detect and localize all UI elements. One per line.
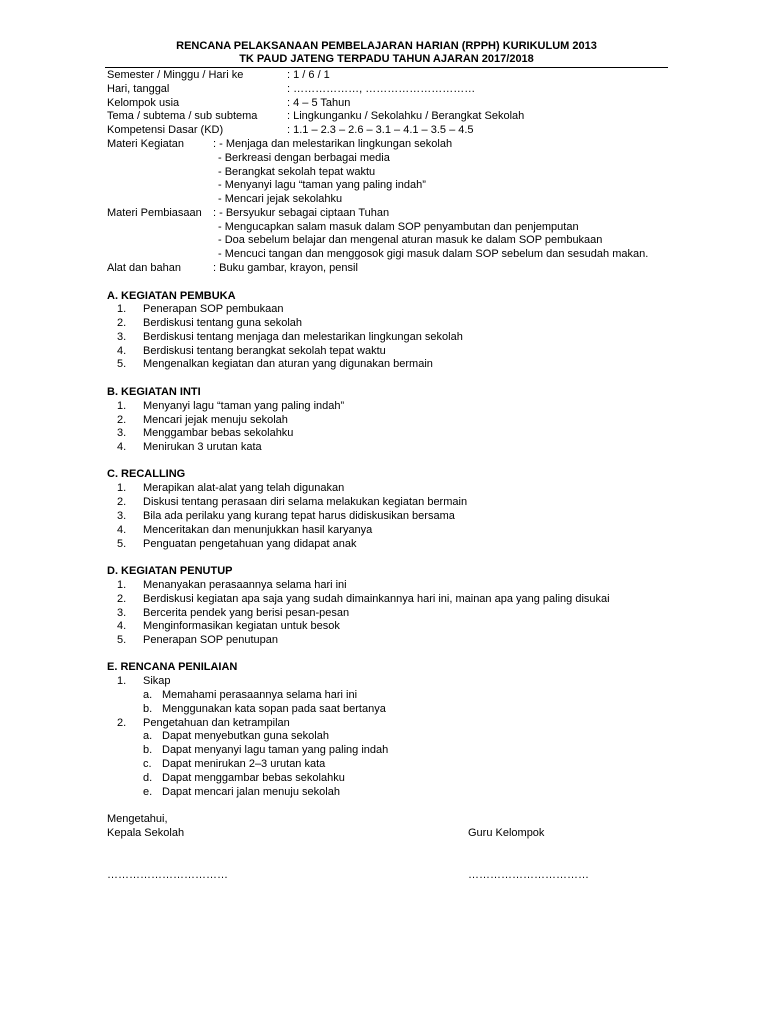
list-item [117,317,302,331]
materi-kegiatan-item: - Mencari jejak sekolahku [218,193,343,205]
list-number: 5. [117,538,127,550]
document-subtitle: TK PAUD JATENG TERPADU TAHUN AJARAN 2017/2018 [239,53,534,65]
guru-kelompok-label: Guru Kelompok [468,827,545,839]
sub-list-item [143,744,388,758]
materi-kegiatan-item: - Menyanyi lagu “taman yang paling indah” [218,179,426,191]
sub-list-item [143,703,386,717]
list-text: Mengenalkan kegiatan dan aturan yang digunakan bermain [143,358,433,370]
list-number: 4. [117,620,127,632]
section-heading: E. RENCANA PENILAIAN [107,661,238,673]
sub-list-letter: d. [143,772,153,784]
list-item [117,675,171,689]
sub-list-letter: b. [143,744,153,756]
kepala-sekolah-label: Kepala Sekolah [107,827,185,839]
list-text: Menanyakan perasaannya selama hari ini [143,579,347,591]
list-number: 2. [117,317,127,329]
list-item [117,538,356,552]
identity-label: Hari, tanggal [107,83,170,95]
materi-pembiasaan-item: : - Bersyukur sebagai ciptaan Tuhan [213,207,390,219]
list-number: 4. [117,441,127,453]
alat-bahan-value: : Buku gambar, krayon, pensil [213,262,358,274]
list-text: Penguatan pengetahuan yang didapat anak [143,538,357,550]
identity-value: : 1 / 6 / 1 [287,69,330,81]
materi-kegiatan-item: - Berkreasi dengan berbagai media [218,152,390,164]
list-text: Penerapan SOP penutupan [143,634,278,646]
signature-line-right: …………………………… [468,869,589,881]
identity-label: Kelompok usia [107,97,180,109]
list-text: Mencari jejak menuju sekolah [143,414,288,426]
list-item [117,331,463,345]
materi-kegiatan-item: - Berangkat sekolah tepat waktu [218,166,376,178]
alat-bahan-label: Alat dan bahan [107,262,182,274]
identity-label: Tema / subtema / sub subtema [107,110,258,122]
list-text: Merapikan alat-alat yang telah digunakan [143,482,345,494]
list-text: Berdiskusi kegiatan apa saja yang sudah dimainkannya hari ini, mainan apa yang paling disukai [143,593,610,605]
mengetahui-text: Mengetahui, [107,813,168,825]
list-item [117,620,340,634]
list-item [117,358,433,372]
identity-value: : ………………, ………………………… [287,83,476,95]
list-text: Bila ada perilaku yang kurang tepat harus didiskusikan bersama [143,510,455,522]
list-number: 1. [117,482,127,494]
list-item [117,400,344,414]
section-heading: D. KEGIATAN PENUTUP [107,565,233,577]
list-number: 1. [117,400,127,412]
list-text: Menyanyi lagu “taman yang paling indah” [143,400,345,412]
list-number: 4. [117,345,127,357]
sub-list-text: Dapat menyebutkan guna sekolah [162,730,329,742]
list-text: Sikap [143,675,171,687]
sub-list-text: Dapat menggambar bebas sekolahku [162,772,345,784]
list-text: Penerapan SOP pembukaan [143,303,284,315]
list-number: 3. [117,607,127,619]
list-item [117,524,372,538]
list-text: Menggambar bebas sekolahku [143,427,294,439]
document-title: RENCANA PELAKSANAAN PEMBELAJARAN HARIAN (RPPH) KURIKULUM 2013 [176,40,597,52]
header-divider [105,67,668,68]
materi-pembiasaan-item: - Mengucapkan salam masuk dalam SOP penyambutan dan penjemputan [218,221,579,233]
sub-list-letter: e. [143,786,153,798]
list-text: Berdiskusi tentang guna sekolah [143,317,302,329]
list-item [117,593,610,607]
sub-list-letter: a. [143,730,153,742]
identity-value: : Lingkunganku / Sekolahku / Berangkat Sekolah [287,110,525,122]
list-item [117,427,293,441]
sub-list-text: Dapat menirukan 2–3 urutan kata [162,758,326,770]
list-number: 5. [117,358,127,370]
identity-value: : 1.1 – 2.3 – 2.6 – 3.1 – 4.1 – 3.5 – 4.5 [287,124,474,136]
list-number: 1. [117,579,127,591]
sub-list-text: Memahami perasaannya selama hari ini [162,689,358,701]
materi-pembiasaan-item: - Mencuci tangan dan menggosok gigi masuk dalam SOP sebelum dan sesudah makan. [218,248,649,260]
section-heading: B. KEGIATAN INTI [107,386,201,398]
identity-label: Semester / Minggu / Hari ke [107,69,244,81]
section-heading: C. RECALLING [107,468,186,480]
list-number: 4. [117,524,127,536]
materi-kegiatan-item: : - Menjaga dan melestarikan lingkungan sekolah [213,138,453,150]
list-text: Menceritakan dan menunjukkan hasil karyanya [143,524,373,536]
list-number: 2. [117,414,127,426]
list-number: 5. [117,634,127,646]
list-item [117,510,455,524]
list-text: Menginformasikan kegiatan untuk besok [143,620,340,632]
sub-list-text: Dapat mencari jalan menuju sekolah [162,786,340,798]
list-item [117,717,290,731]
materi-kegiatan-label: Materi Kegiatan [107,138,185,150]
list-number: 3. [117,331,127,343]
materi-pembiasaan-label: Materi Pembiasaan [107,207,202,219]
list-number: 1. [117,303,127,315]
list-number: 2. [117,496,127,508]
list-item [117,414,288,428]
list-text: Berdiskusi tentang berangkat sekolah tepat waktu [143,345,386,357]
list-number: 2. [117,717,127,729]
sub-list-item [143,772,345,786]
list-item [117,482,344,496]
list-item [117,607,349,621]
section-heading: A. KEGIATAN PEMBUKA [107,290,236,302]
list-item [117,441,262,455]
list-text: Menirukan 3 urutan kata [143,441,262,453]
list-item [117,579,347,593]
sub-list-letter: b. [143,703,153,715]
materi-pembiasaan-item: - Doa sebelum belajar dan mengenal aturan masuk ke dalam SOP pembukaan [218,234,603,246]
list-text: Berdiskusi tentang menjaga dan melestarikan lingkungan sekolah [143,331,463,343]
sub-list-letter: c. [143,758,152,770]
identity-label: Kompetensi Dasar (KD) [107,124,224,136]
sub-list-text: Menggunakan kata sopan pada saat bertanya [162,703,386,715]
list-text: Bercerita pendek yang berisi pesan-pesan [143,607,350,619]
list-item [117,634,278,648]
sub-list-item [143,758,325,772]
list-item [117,303,283,317]
list-text: Pengetahuan dan ketrampilan [143,717,290,729]
list-number: 1. [117,675,127,687]
list-text: Diskusi tentang perasaan diri selama melakukan kegiatan bermain [143,496,468,508]
signature-line-left: …………………………… [107,869,228,881]
list-item [117,496,467,510]
sub-list-text: Dapat menyanyi lagu taman yang paling indah [162,744,389,756]
sub-list-item [143,689,357,703]
sub-list-letter: a. [143,689,153,701]
list-number: 3. [117,427,127,439]
list-number: 3. [117,510,127,522]
list-item [117,345,386,359]
identity-value: : 4 – 5 Tahun [287,97,351,109]
sub-list-item [143,730,329,744]
sub-list-item [143,786,340,800]
list-number: 2. [117,593,127,605]
